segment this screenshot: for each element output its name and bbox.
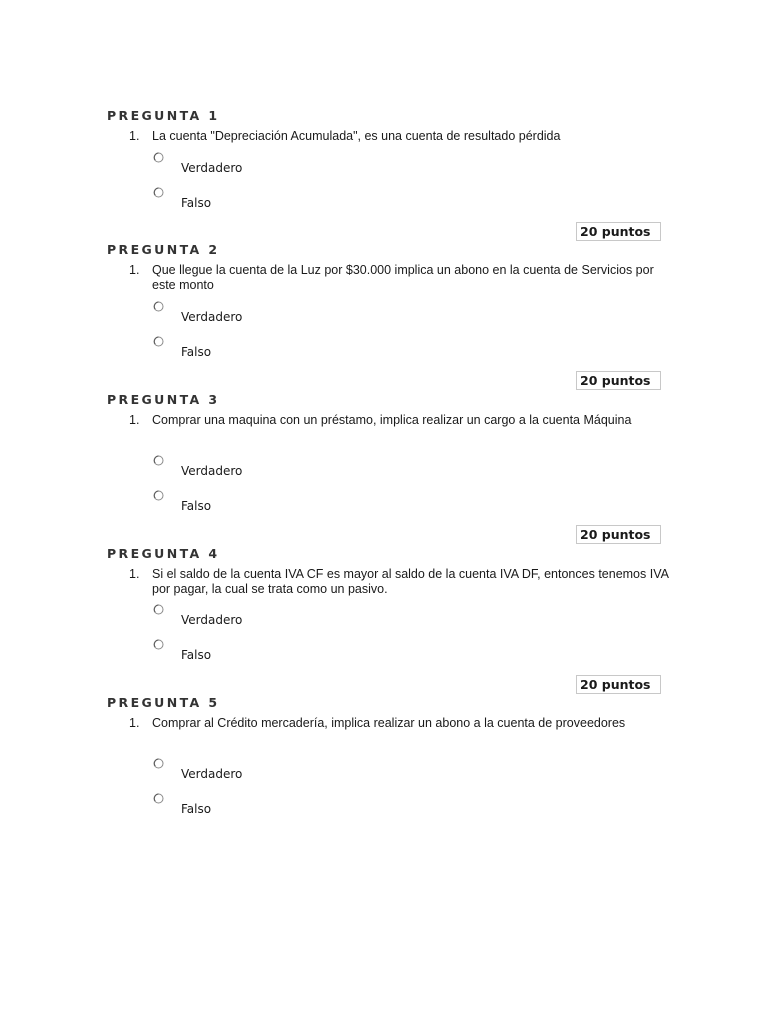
question-text: Comprar al Crédito mercadería, implica realizar un abono a la cuenta de proveedores [152,716,626,730]
option-label: Falso [181,196,212,210]
question-heading: PREGUNTA 2 [107,242,220,257]
radio-button[interactable] [153,301,164,312]
radio-button[interactable] [153,455,164,466]
question-heading: PREGUNTA 3 [107,392,220,407]
option-label: Verdadero [181,464,243,478]
option-verdadero[interactable] [0,301,768,331]
option-label: Verdadero [181,767,243,781]
radio-button[interactable] [153,758,164,769]
radio-button[interactable] [153,490,164,501]
question-text: Que llegue la cuenta de la Luz por $30.000 implica un abono en la cuenta de Servicios por este monto [152,263,654,292]
option-label: Verdadero [181,161,243,175]
option-falso[interactable] [0,793,768,823]
option-falso[interactable] [0,639,768,669]
radio-button[interactable] [153,604,164,615]
option-verdadero[interactable] [0,758,768,788]
option-label: Verdadero [181,613,243,627]
question-number: 1. [129,413,140,427]
option-label: Falso [181,802,212,816]
option-label: Falso [181,499,212,513]
question-number: 1. [129,129,140,143]
points-badge: 20 puntos [576,525,661,544]
question-text: La cuenta "Depreciación Acumulada", es una cuenta de resultado pérdida [152,129,561,143]
question-heading: PREGUNTA 4 [107,546,220,561]
question-number: 1. [129,567,140,581]
option-label: Verdadero [181,310,243,324]
option-falso[interactable] [0,336,768,366]
question-heading: PREGUNTA 1 [107,108,220,123]
question-text: Si el saldo de la cuenta IVA CF es mayor al saldo de la cuenta IVA DF, entonces tenemos IVA por pagar, la cual se trata como un pasivo. [152,567,669,596]
radio-button[interactable] [153,152,164,163]
option-label: Falso [181,345,212,359]
question-heading: PREGUNTA 5 [107,695,220,710]
radio-button[interactable] [153,187,164,198]
option-falso[interactable] [0,187,768,217]
option-verdadero[interactable] [0,455,768,485]
points-badge: 20 puntos [576,675,661,694]
radio-button[interactable] [153,336,164,347]
radio-button[interactable] [153,639,164,650]
option-falso[interactable] [0,490,768,520]
points-badge: 20 puntos [576,371,661,390]
option-verdadero[interactable] [0,152,768,182]
radio-button[interactable] [153,793,164,804]
points-badge: 20 puntos [576,222,661,241]
question-number: 1. [129,716,140,730]
option-label: Falso [181,648,212,662]
option-verdadero[interactable] [0,604,768,634]
question-text: Comprar una maquina con un préstamo, implica realizar un cargo a la cuenta Máquina [152,413,632,427]
question-number: 1. [129,263,140,277]
